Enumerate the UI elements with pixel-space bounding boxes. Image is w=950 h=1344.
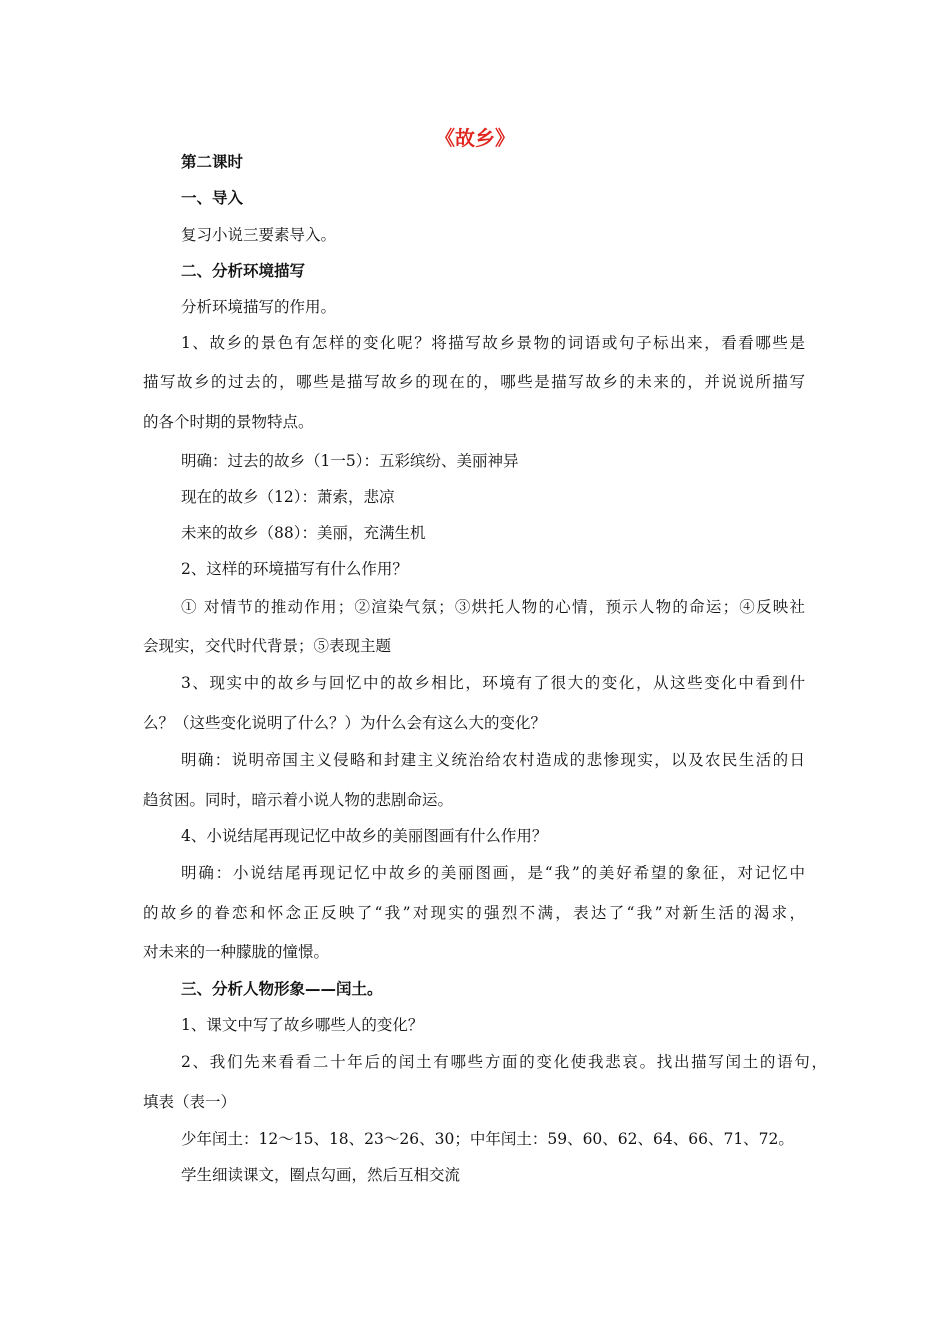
paragraph-line: 学生细读课文，圈点勾画，然后互相交流 bbox=[181, 1166, 461, 1184]
paragraph-line: 的各个时期的景物特点。 bbox=[143, 413, 314, 431]
paragraph-line: 趋贫困。同时，暗示着小说人物的悲剧命运。 bbox=[143, 791, 454, 809]
paragraph-line: 少年闰土：12～15、18、23～26、30；中年闰土：59、60、62、64、66、71、72。 bbox=[181, 1130, 794, 1148]
paragraph-line: 分析环境描写的作用。 bbox=[181, 298, 337, 316]
paragraph-line: 未来的故乡（88）：美丽，充满生机 bbox=[181, 524, 426, 542]
section-heading-environment: 二、分析环境描写 bbox=[181, 262, 306, 280]
paragraph-line: 对未来的一种朦胧的憧憬。 bbox=[143, 943, 330, 961]
paragraph-line: 2、我们先来看看二十年后的闰土有哪些方面的变化使我悲哀。找出描写闰土的语句， bbox=[181, 1053, 827, 1071]
paragraph-line: 3、现实中的故乡与回忆中的故乡相比，环境有了很大的变化，从这些变化中看到什 bbox=[181, 674, 805, 692]
paragraph-line: 么？（这些变化说明了什么？）为什么会有这么大的变化？ bbox=[143, 714, 547, 732]
paragraph-line: 复习小说三要素导入。 bbox=[181, 226, 337, 244]
section-heading-character: 三、分析人物形象——闰土。 bbox=[181, 980, 383, 998]
paragraph-line: 明确：过去的故乡（1一5）：五彩缤纷、美丽神异 bbox=[181, 452, 519, 470]
lesson-heading: 第二课时 bbox=[181, 153, 244, 171]
paragraph-line: 2、这样的环境描写有什么作用？ bbox=[181, 560, 408, 578]
paragraph-line: 现在的故乡（12）：萧索，悲凉 bbox=[181, 488, 395, 506]
paragraph-line: 的故乡的眷恋和怀念正反映了“我”对现实的强烈不满，表达了“我”对新生活的渴求， bbox=[143, 904, 805, 922]
paragraph-line: 明确：小说结尾再现记忆中故乡的美丽图画，是“我”的美好希望的象征，对记忆中 bbox=[181, 864, 805, 882]
paragraph-line: 会现实，交代时代背景；⑤表现主题 bbox=[143, 637, 392, 655]
paragraph-line: 明确：说明帝国主义侵略和封建主义统治给农村造成的悲惨现实，以及农民生活的日 bbox=[181, 751, 805, 769]
section-heading-intro: 一、导入 bbox=[181, 189, 244, 207]
document-title: 《故乡》 bbox=[435, 126, 515, 150]
paragraph-line: 描写故乡的过去的，哪些是描写故乡的现在的，哪些是描写故乡的未来的，并说说所描写 bbox=[143, 373, 805, 391]
paragraph-line: 4、小说结尾再现记忆中故乡的美丽图画有什么作用？ bbox=[181, 827, 548, 845]
paragraph-line: 填表（表一） bbox=[143, 1093, 237, 1111]
paragraph-line: ① 对情节的推动作用；②渲染气氛；③烘托人物的心情，预示人物的命运；④反映社 bbox=[181, 598, 805, 616]
paragraph-line: 1、故乡的景色有怎样的变化呢？将描写故乡景物的词语或句子标出来，看看哪些是 bbox=[181, 334, 805, 352]
paragraph-line: 1、课文中写了故乡哪些人的变化？ bbox=[181, 1016, 424, 1034]
